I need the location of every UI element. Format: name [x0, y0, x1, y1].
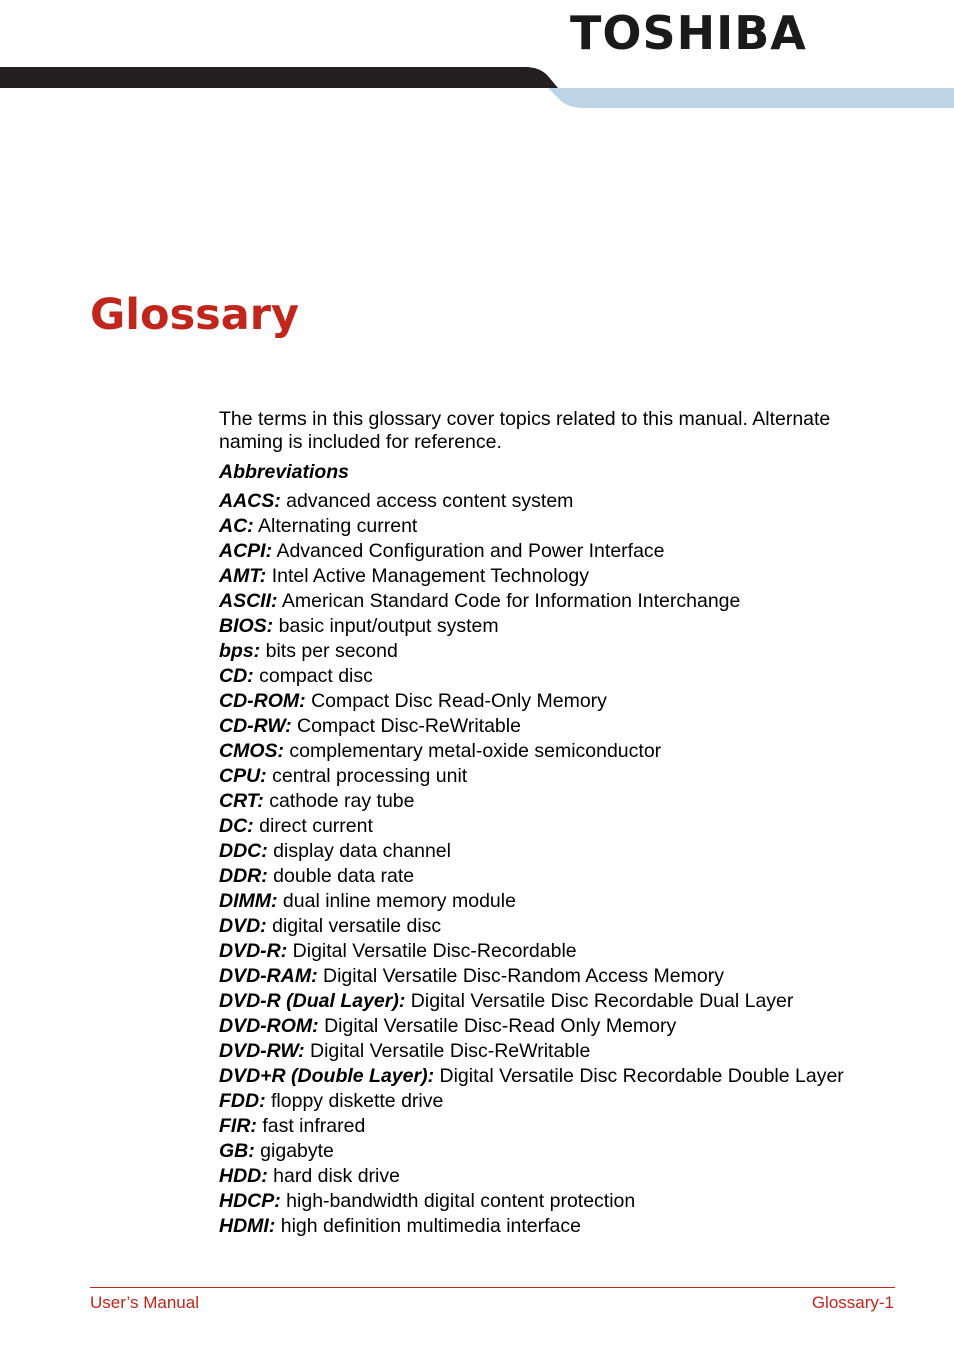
- footer-page-number: Glossary-1: [811, 1293, 894, 1312]
- term-abbreviation: CRT:: [219, 790, 264, 812]
- term-abbreviation: CD-ROM:: [219, 690, 306, 712]
- term-abbreviation: DVD-ROM:: [219, 1015, 319, 1037]
- term-definition: floppy diskette drive: [271, 1090, 444, 1112]
- term-definition: double data rate: [273, 865, 415, 887]
- term-definition: display data channel: [273, 840, 451, 862]
- glossary-term: [219, 539, 919, 564]
- term-definition: Digital Versatile Disc-Random Access Memory: [323, 965, 724, 987]
- term-definition: Advanced Configuration and Power Interface: [276, 540, 665, 562]
- term-abbreviation: CD-RW:: [219, 715, 292, 737]
- term-abbreviation: DDC:: [219, 840, 268, 862]
- term-abbreviation: ASCII:: [219, 590, 278, 612]
- term-definition: cathode ray tube: [269, 790, 415, 812]
- term-definition: complementary metal-oxide semiconductor: [289, 740, 662, 762]
- term-definition: Compact Disc Read-Only Memory: [311, 690, 607, 712]
- term-abbreviation: CMOS:: [219, 740, 284, 762]
- term-definition: bits per second: [265, 640, 398, 662]
- term-abbreviation: HDMI:: [219, 1215, 276, 1237]
- term-abbreviation: GB:: [219, 1140, 255, 1162]
- term-abbreviation: FIR:: [219, 1115, 257, 1137]
- term-definition: advanced access content system: [286, 490, 574, 512]
- glossary-term: [219, 864, 919, 889]
- banner-light-stripe: [548, 88, 954, 108]
- term-abbreviation: ACPI:: [219, 540, 273, 562]
- term-abbreviation: DC:: [219, 815, 254, 837]
- footer-manual-label: User’s Manual: [90, 1293, 199, 1312]
- term-abbreviation: FDD:: [219, 1090, 266, 1112]
- glossary-term: [219, 1089, 919, 1114]
- glossary-term: [219, 489, 919, 514]
- toshiba-logo: TOSHIBA: [570, 6, 807, 60]
- term-abbreviation: HDD:: [219, 1165, 268, 1187]
- header-banner: [0, 62, 954, 108]
- term-abbreviation: CD:: [219, 665, 254, 687]
- glossary-term: [219, 1189, 919, 1214]
- term-abbreviation: AACS:: [219, 490, 281, 512]
- term-definition: Digital Versatile Disc-ReWritable: [310, 1040, 591, 1062]
- glossary-term: [219, 739, 919, 764]
- glossary-term: [219, 964, 919, 989]
- term-definition: dual inline memory module: [282, 890, 516, 912]
- glossary-term: [219, 1064, 919, 1089]
- term-definition: basic input/output system: [278, 615, 499, 637]
- term-abbreviation: BIOS:: [219, 615, 274, 637]
- glossary-term: [219, 1039, 919, 1064]
- intro-paragraph: The terms in this glossary cover topics related to this manual. Alternate naming is included for reference.: [219, 408, 831, 453]
- term-definition: direct current: [259, 815, 373, 837]
- term-definition: Digital Versatile Disc Recordable Dual Layer: [410, 990, 794, 1012]
- term-definition: Intel Active Management Technology: [271, 565, 589, 587]
- glossary-term: [219, 1014, 919, 1039]
- glossary-term: [219, 514, 919, 539]
- term-abbreviation: CPU:: [219, 765, 267, 787]
- glossary-term: [219, 814, 919, 839]
- glossary-term: [219, 914, 919, 939]
- term-abbreviation: DVD+R (Double Layer):: [219, 1065, 435, 1087]
- term-definition: gigabyte: [260, 1140, 334, 1162]
- glossary-term: [219, 1139, 919, 1164]
- glossary-term: [219, 789, 919, 814]
- term-abbreviation: HDCP:: [219, 1190, 281, 1212]
- term-abbreviation: DDR:: [219, 865, 268, 887]
- glossary-term: [219, 589, 919, 614]
- glossary-term: [219, 689, 919, 714]
- glossary-term: [219, 1214, 919, 1239]
- glossary-term: [219, 564, 919, 589]
- footer-rule: [90, 1287, 895, 1288]
- term-abbreviation: DVD-R (Dual Layer):: [219, 990, 406, 1012]
- term-abbreviation: DVD-RAM:: [219, 965, 318, 987]
- glossary-term: [219, 839, 919, 864]
- glossary-term: [219, 664, 919, 689]
- glossary-term: [219, 989, 919, 1014]
- abbreviation-list: [219, 489, 919, 1239]
- term-definition: high definition multimedia interface: [280, 1215, 582, 1237]
- glossary-term: [219, 1164, 919, 1189]
- term-definition: Digital Versatile Disc Recordable Double Layer: [439, 1065, 844, 1087]
- glossary-term: [219, 614, 919, 639]
- term-definition: compact disc: [259, 665, 373, 687]
- term-abbreviation: DVD-RW:: [219, 1040, 305, 1062]
- page-title: Glossary: [90, 290, 300, 340]
- term-abbreviation: AMT:: [219, 565, 267, 587]
- term-definition: Alternating current: [258, 515, 418, 537]
- term-definition: Compact Disc-ReWritable: [297, 715, 521, 737]
- glossary-term: [219, 764, 919, 789]
- term-abbreviation: DVD-R:: [219, 940, 288, 962]
- glossary-term: [219, 939, 919, 964]
- term-definition: American Standard Code for Information Interchange: [281, 590, 741, 612]
- term-definition: hard disk drive: [273, 1165, 400, 1187]
- glossary-term: [219, 639, 919, 664]
- term-definition: digital versatile disc: [272, 915, 442, 937]
- term-definition: high-bandwidth digital content protection: [286, 1190, 636, 1212]
- term-abbreviation: DVD:: [219, 915, 267, 937]
- glossary-term: [219, 714, 919, 739]
- term-abbreviation: bps:: [219, 640, 261, 662]
- section-heading: Abbreviations: [219, 461, 350, 483]
- term-definition: central processing unit: [272, 765, 468, 787]
- term-definition: fast infrared: [262, 1115, 366, 1137]
- term-definition: Digital Versatile Disc-Read Only Memory: [324, 1015, 677, 1037]
- glossary-term: [219, 1114, 919, 1139]
- term-definition: Digital Versatile Disc-Recordable: [292, 940, 577, 962]
- term-abbreviation: DIMM:: [219, 890, 278, 912]
- glossary-term: [219, 889, 919, 914]
- banner-dark-stripe: [0, 67, 558, 88]
- term-abbreviation: AC:: [219, 515, 254, 537]
